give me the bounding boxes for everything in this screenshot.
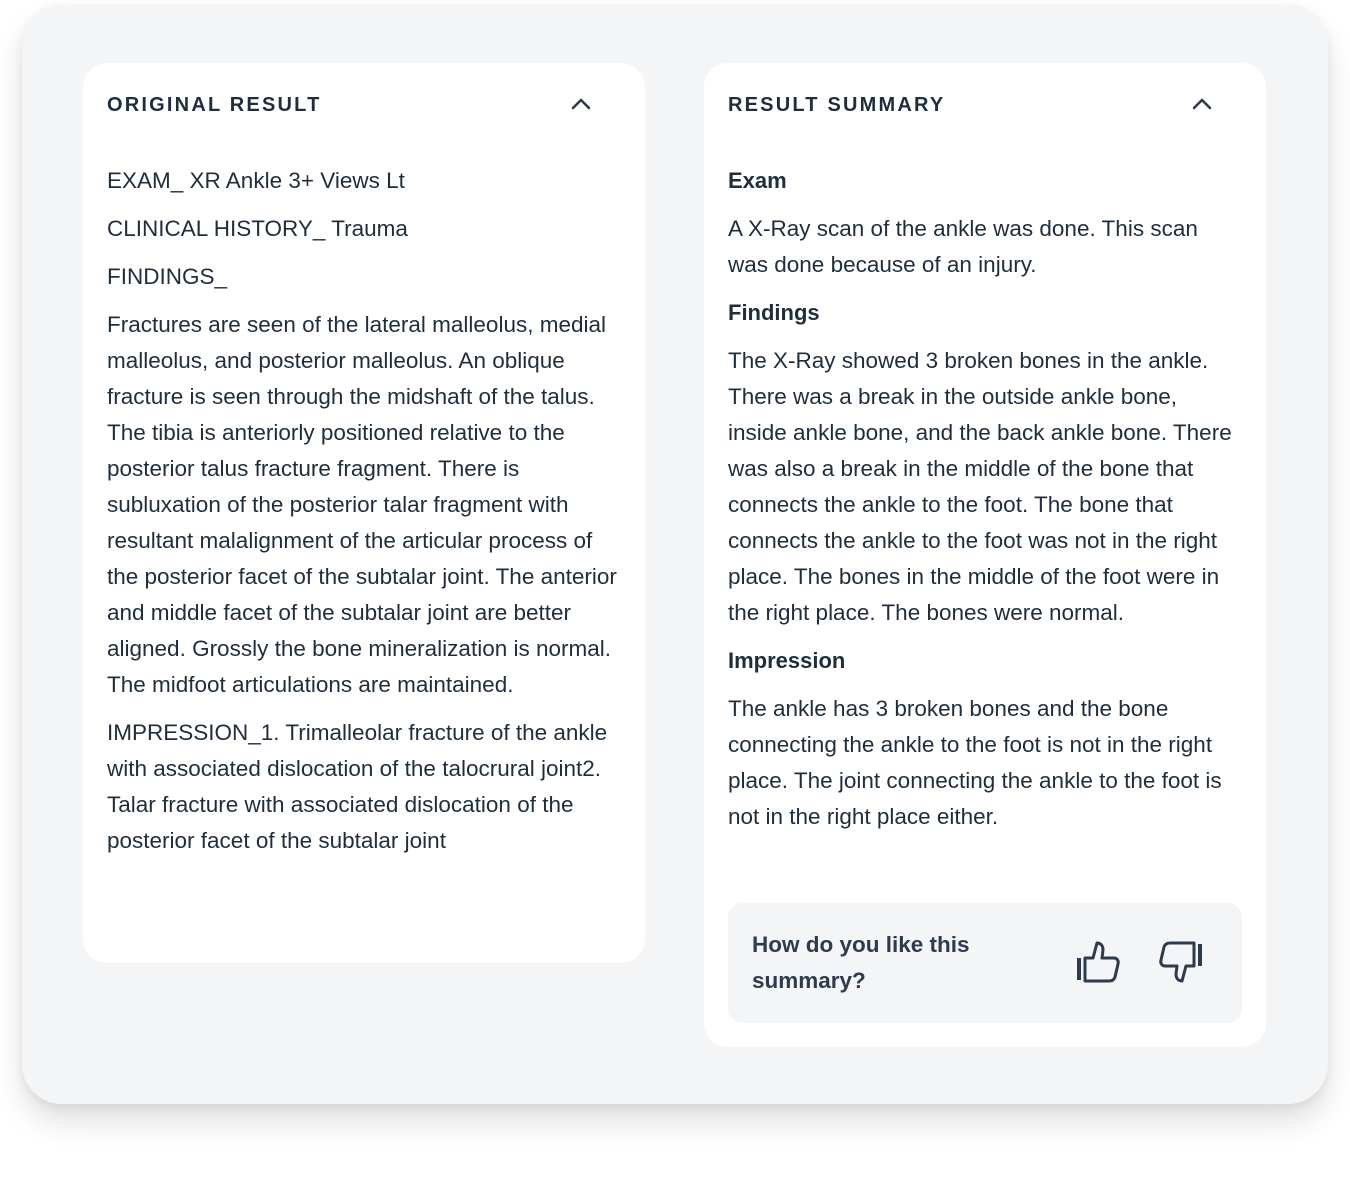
feedback-question: How do you like this summary? bbox=[752, 932, 970, 993]
summary-exam-heading: Exam bbox=[728, 168, 787, 193]
summary-findings-heading: Findings bbox=[728, 300, 820, 325]
chevron-up-icon[interactable] bbox=[571, 97, 591, 111]
result-summary-body bbox=[728, 149, 1242, 835]
original-result-body bbox=[107, 149, 621, 859]
feedback-box bbox=[728, 903, 1242, 1023]
chevron-up-icon[interactable] bbox=[1192, 97, 1212, 111]
summary-impression-heading: Impression bbox=[728, 648, 846, 673]
findings-label: FINDINGS_ bbox=[107, 264, 228, 289]
result-comparison-panel bbox=[22, 4, 1328, 1104]
impression-text: IMPRESSION_1. Trimalleolar fracture of the ankle with associated dislocation of the talocrural joint2. Talar fracture with associated dislocation of the posterior facet of the subtalar joint bbox=[107, 720, 608, 853]
original-result-title: ORIGINAL RESULT bbox=[107, 94, 322, 116]
thumbs-down-icon[interactable] bbox=[1156, 937, 1206, 987]
summary-exam-text: A X-Ray scan of the ankle was done. This scan was done because of an injury. bbox=[728, 216, 1198, 277]
result-summary-title: RESULT SUMMARY bbox=[728, 94, 946, 116]
clinical-history-line: CLINICAL HISTORY_ Trauma bbox=[107, 216, 408, 241]
findings-text: Fractures are seen of the lateral malleolus, medial malleolus, and posterior malleolus. An oblique fracture is seen through the midshaft of the talus. The tibia is anteriorly positioned relative to the posterior talus fracture fragment. There is subluxation of the posterior talar fragment with resultant malalignment of the articular process of the posterior facet of the subtalar joint. The anterior and middle facet of the subtalar joint are better aligned. Grossly the bone mineralization is normal. The midfoot articulations are maintained. bbox=[107, 312, 617, 697]
summary-findings-text: The X-Ray showed 3 broken bones in the ankle. There was a break in the outside ankle bone, inside ankle bone, and the back ankle bone. There was also a break in the middle of the bone that connects the ankle to the foot. The bone that connects the ankle to the foot was not in the right place. The bones in the middle of the foot were in the right place. The bones were normal. bbox=[728, 348, 1232, 625]
summary-impression-text: The ankle has 3 broken bones and the bone connecting the ankle to the foot is not in the right place. The joint connecting the ankle to the foot is not in the right place either. bbox=[728, 696, 1222, 829]
thumbs-up-icon[interactable] bbox=[1073, 937, 1123, 987]
original-result-header[interactable] bbox=[107, 63, 621, 149]
result-summary-header[interactable] bbox=[728, 63, 1242, 149]
original-result-card bbox=[83, 63, 645, 963]
exam-line: EXAM_ XR Ankle 3+ Views Lt bbox=[107, 168, 405, 193]
result-summary-card bbox=[704, 63, 1266, 1047]
